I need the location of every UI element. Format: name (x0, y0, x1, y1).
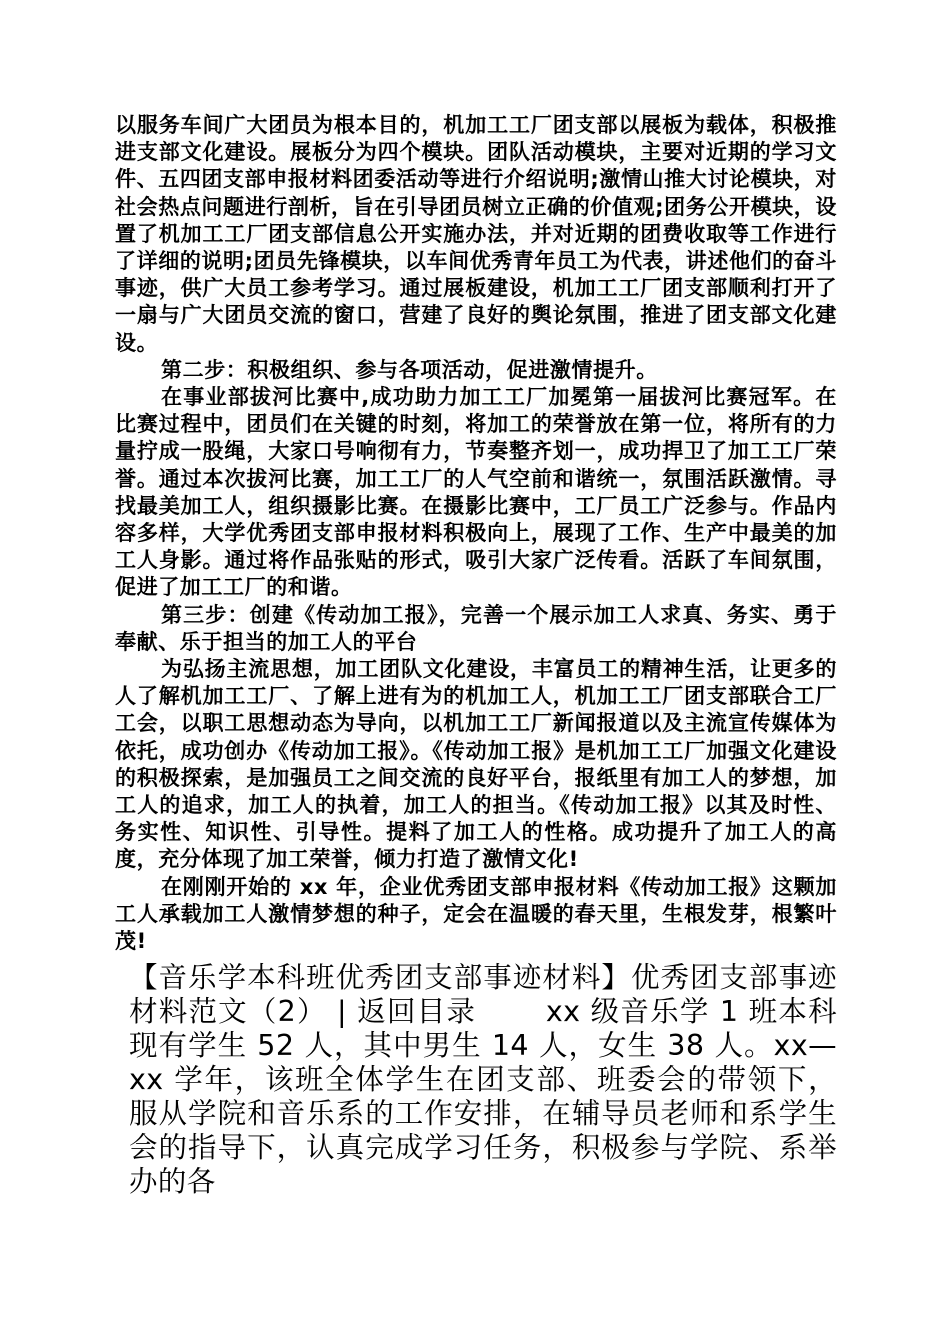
paragraph-newspaper: 为弘扬主流思想，加工团队文化建设，丰富员工的精神生活，让更多的人了解机加工工厂、了解上进有为的机加工人，机加工工厂团支部联合工厂工会，以职工思想动态为导向，以机加工工厂新闻报道以及主流宣传媒体为依托，成功创办《传动加工报》。《传动加工报》是机加工工厂加强文化建设的积极探索，是加强员工之间交流的良好平台，报纸里有加工人的梦想，加工人的追求，加工人的执着，加工人的担当。《传动加工报》以其及时性、务实性、知识性、引导性。提料了加工人的性格。成功提升了加工人的高度，充分体现了加工荣誉，倾力打造了激情文化! (115, 657, 837, 872)
heading-step-three: 第三步：创建《传动加工报》，完善一个展示加工人求真、务实、勇于奉献、乐于担当的加工人的平台 (115, 602, 837, 654)
heading-step-two: 第二步：积极组织、参与各项活动，促进激情提升。 (161, 357, 658, 382)
paragraph-conclusion: 在刚刚开始的 xx 年，企业优秀团支部申报材料《传动加工报》这颗加工人承载加工人激情梦想的种子，定会在温暖的春天里，生根发芽，根繁叶茂! (115, 874, 837, 954)
paragraph-music-class: 【音乐学本科班优秀团支部事迹材料】优秀团支部事迹材料范文（2） | 返回目录 xx 级音乐学 1 班本科现有学生 52 人，其中男生 14 人，女生 38 人。xx—xx 学年，该班全体学生在团支部、班委会的带领下，服从学院和音乐系的工作安排，在辅导员老师和系学生会的指导下，认真完成学习任务，积极参与学院、系举办的各 (129, 961, 837, 1199)
document-page (115, 112, 837, 1199)
bold-text-section (115, 112, 837, 955)
paragraph-tug-of-war: 在事业部拔河比赛中,成功助力加工工厂加冕第一届拔河比赛冠军。在比赛过程中，团员们在关键的时刻，将加工的荣誉放在第一位，将所有的力量拧成一股绳，大家口号响彻有力，节奏整齐划一，成功捍卫了加工工厂荣誉。通过本次拔河比赛，加工工厂的人气空前和谐统一，氛围活跃激情。寻找最美加工人，组织摄影比赛。在摄影比赛中，工厂员工广泛参与。作品内容多样，大学优秀团支部申报材料积极向上，展现了工作、生产中最美的加工人身影。通过将作品张贴的形式，吸引大家广泛传看。活跃了车间氛围，促进了加工工厂的和谐。 (115, 385, 837, 600)
paragraph-display-board: 以服务车间广大团员为根本目的，机加工工厂团支部以展板为载体，积极推进支部文化建设。展板分为四个模块。团队活动模块，主要对近期的学习文件、五四团支部申报材料团委活动等进行介绍说明;激情山推大讨论模块，对社会热点问题进行剖析，旨在引导团员树立正确的价值观;团务公开模块，设置了机加工工厂团支部信息公开实施办法，并对近期的团费收取等工作进行了详细的说明;团员先锋模块，以车间优秀青年员工为代表，讲述他们的奋斗事迹，供广大员工参考学习。通过展板建设，机加工工厂团支部顺利打开了一扇与广大团员交流的窗口，营建了良好的舆论氛围，推进了团支部文化建设。 (115, 113, 837, 355)
regular-text-section (115, 961, 837, 1199)
